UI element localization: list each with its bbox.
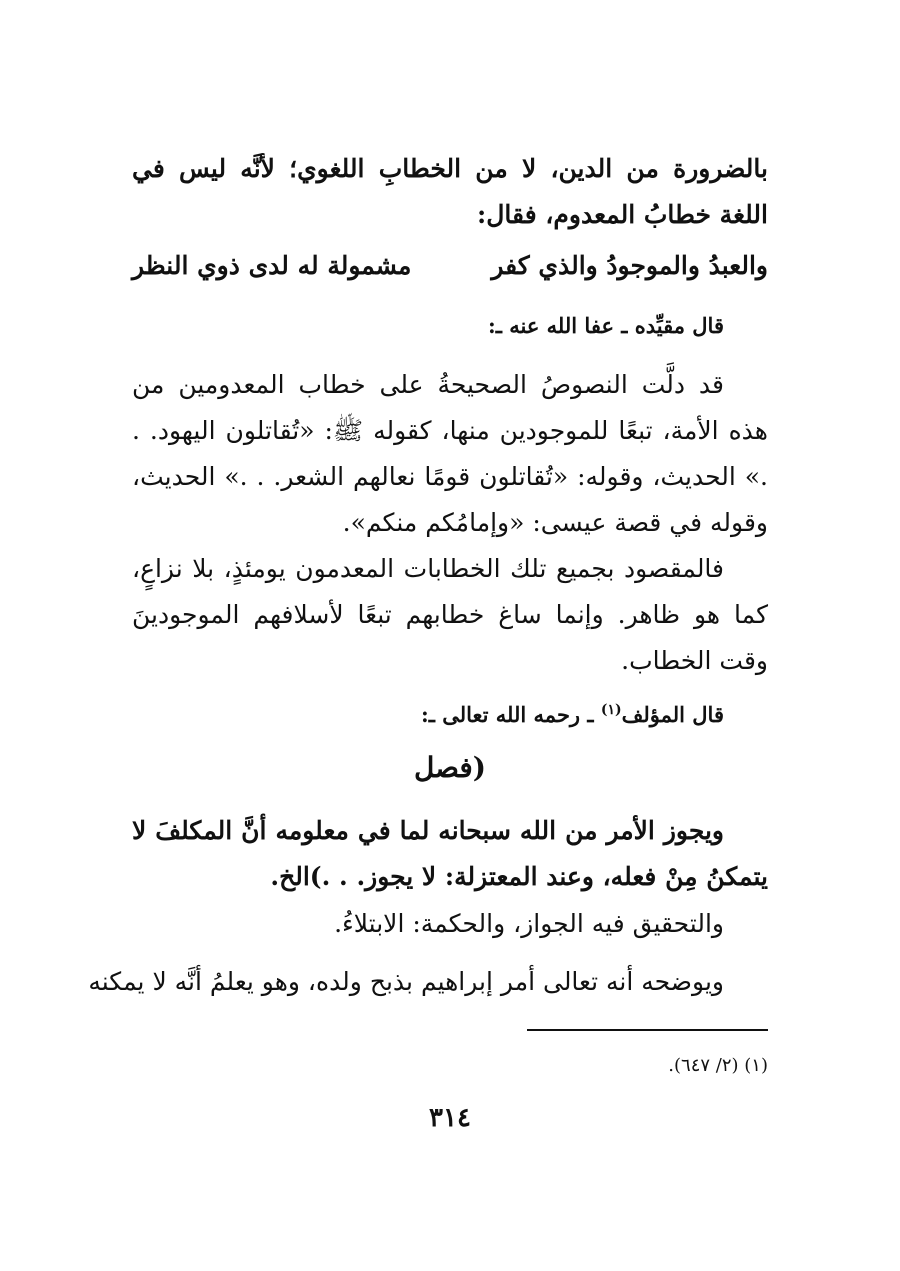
author-quote-end: ـ رحمه الله تعالى ـ: [420,702,594,727]
paragraph-3: فالمقصود بجميع تلك الخطابات المعدمون يومئذٍ، بلا نزاعٍ، كما هو ظاهر. وإنما ساغ خطابهم تبعًا لأسلافهم الموجودينَ وقت الخطاب. [132,554,768,675]
paragraph-1: بالضرورة من الدين، لا من الخطابِ اللغوي؛ لأنَّه ليس في اللغة خطابُ المعدوم، فقال: [132,154,768,229]
verse-second-hemistich: مشمولة له لدى ذوي النظر [132,251,412,280]
paragraph-2: قد دلَّت النصوصُ الصحيحةُ على خطاب المعدومين من هذه الأمة، تبعًا للموجودين منها، كقوله ﷺ: «تُقاتلون اليهود. . .» الحديث، وقوله: «تُقاتلون قومًا نعالهم الشعر. . .» الحديث، وقوله في قصة عيسى: «وإمامُكم منكم». [132,370,768,537]
paragraph-6: ويوضحه أنه تعالى أمر إبراهيم بذبح ولده، وهو يعلمُ أنَّه لا يمكنه [88,967,724,996]
section-heading: (فصل [413,751,487,784]
paragraph-5: والتحقيق فيه الجواز، والحكمة: الابتلاءُ. [334,909,724,938]
footnote-reference: (١) [600,702,622,718]
author-quote-intro: قال المؤلف [621,702,724,727]
paragraph-4: ويجوز الأمر من الله سبحانه لما في معلومه أنَّ المكلفَ لا يتمكنُ مِنْ فعله، وعند المعتزلة: لا يجوز. . .)الخ. [132,816,768,891]
verse-first-hemistich: والعبدُ والموجودُ والذي كفر [491,251,768,280]
footnote-separator [527,1029,768,1031]
author-quote-intro-line [132,690,768,735]
footnote: (١) (٢/ ٦٤٧). [668,1055,768,1076]
page-number: ٣١٤ [429,1103,471,1133]
author-note-intro: قال مقيِّده ـ عفا الله عنه ـ: [488,313,724,338]
